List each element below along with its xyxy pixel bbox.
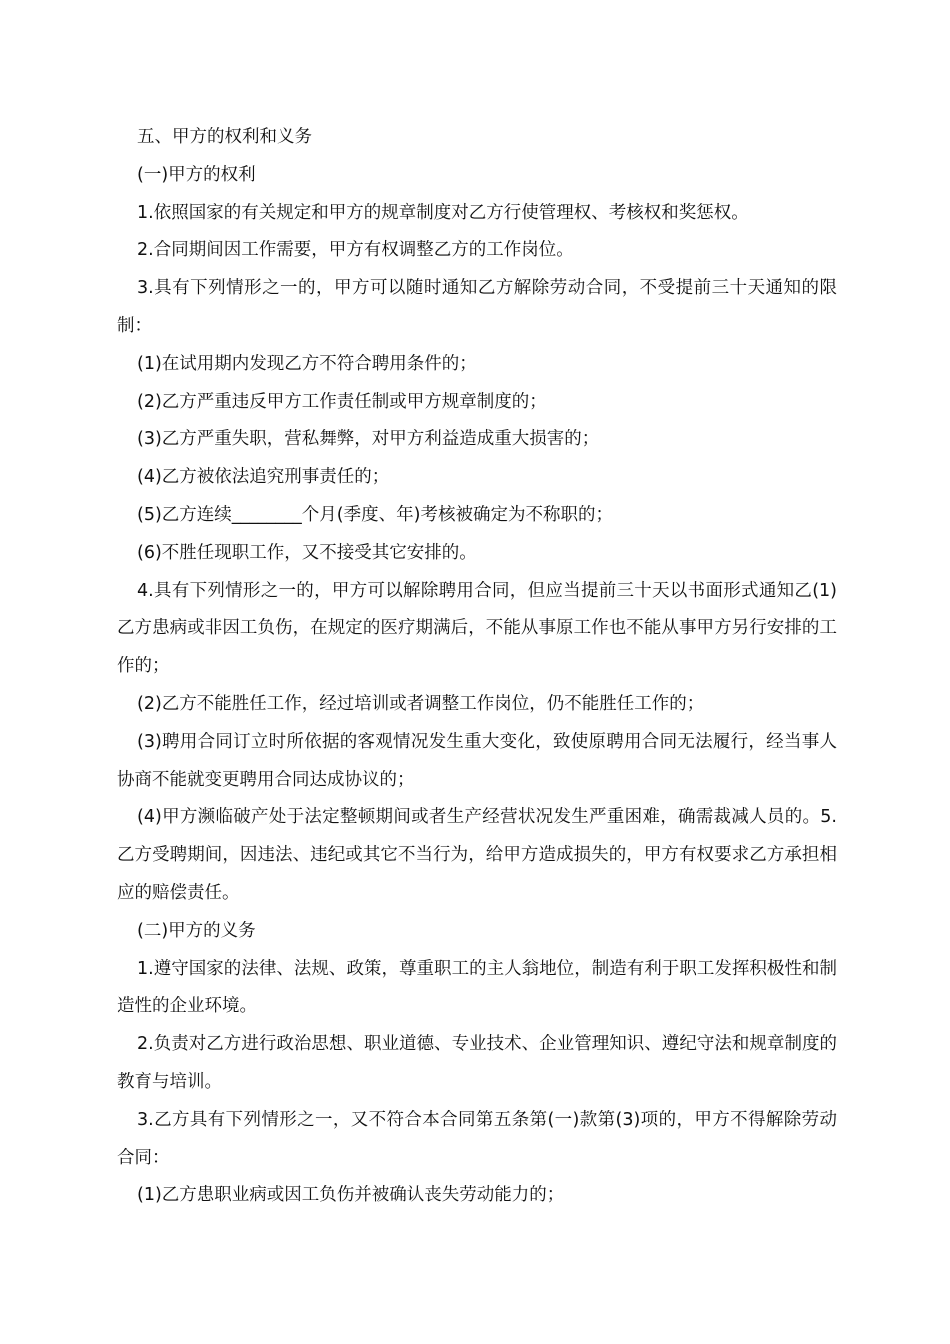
list-item: (2)乙方严重违反甲方工作责任制或甲方规章制度的；	[137, 391, 547, 412]
list-item: (3)乙方严重失职，营私舞弊，对甲方利益造成重大损害的；	[137, 429, 600, 450]
clause-paragraph: 1.遵守国家的法律、法规、政策，尊重职工的主人翁地位，制造有利于职工发挥积极性和制造性的企业环境。	[117, 958, 837, 1017]
subsection-heading: (一)甲方的权利	[137, 164, 256, 185]
list-item: (5)乙方连续________个月(季度、年)考核被确定为不称职的；	[137, 504, 613, 525]
list-item: (4)乙方被依法追究刑事责任的；	[137, 467, 390, 488]
list-item: (3)聘用合同订立时所依据的客观情况发生重大变化，致使原聘用合同无法履行，经当事人协商不能就变更聘用合同达成协议的；	[117, 731, 837, 790]
section-heading: 五、甲方的权利和义务	[137, 127, 312, 147]
list-item: (1)在试用期内发现乙方不符合聘用条件的；	[137, 353, 477, 374]
subsection-heading: (二)甲方的义务	[137, 920, 256, 941]
list-item: (6)不胜任现职工作，又不接受其它安排的。	[137, 542, 477, 563]
clause-paragraph: 2.合同期间因工作需要，甲方有权调整乙方的工作岗位。	[137, 240, 574, 261]
clause-paragraph: 1.依照国家的有关规定和甲方的规章制度对乙方行使管理权、考核权和奖惩权。	[137, 202, 749, 223]
clause-paragraph: 2.负责对乙方进行政治思想、职业道德、专业技术、企业管理知识、遵纪守法和规章制度的教育与培训。	[117, 1034, 837, 1092]
list-item: (4)甲方濒临破产处于法定整顿期间或者生产经营状况发生严重困难，确需裁减人员的。5.乙方受聘期间，因违法、违纪或其它不当行为，给甲方造成损失的，甲方有权要求乙方承担相应的赔偿责任。	[117, 807, 837, 903]
list-item: (2)乙方不能胜任工作，经过培训或者调整工作岗位，仍不能胜任工作的；	[137, 693, 705, 714]
list-item: (1)乙方患职业病或因工负伤并被确认丧失劳动能力的；	[137, 1185, 565, 1206]
clause-paragraph: 3.具有下列情形之一的，甲方可以随时通知乙方解除劳动合同，不受提前三十天通知的限制：	[117, 278, 837, 336]
contract-body	[117, 119, 837, 1215]
clause-paragraph: 3.乙方具有下列情形之一，又不符合本合同第五条第(一)款第(3)项的，甲方不得解除劳动合同：	[117, 1109, 837, 1168]
clause-paragraph: 4.具有下列情形之一的，甲方可以解除聘用合同，但应当提前三十天以书面形式通知乙(1)乙方患病或非因工负伤，在规定的医疗期满后，不能从事原工作也不能从事甲方另行安排的工作的；	[117, 580, 837, 677]
